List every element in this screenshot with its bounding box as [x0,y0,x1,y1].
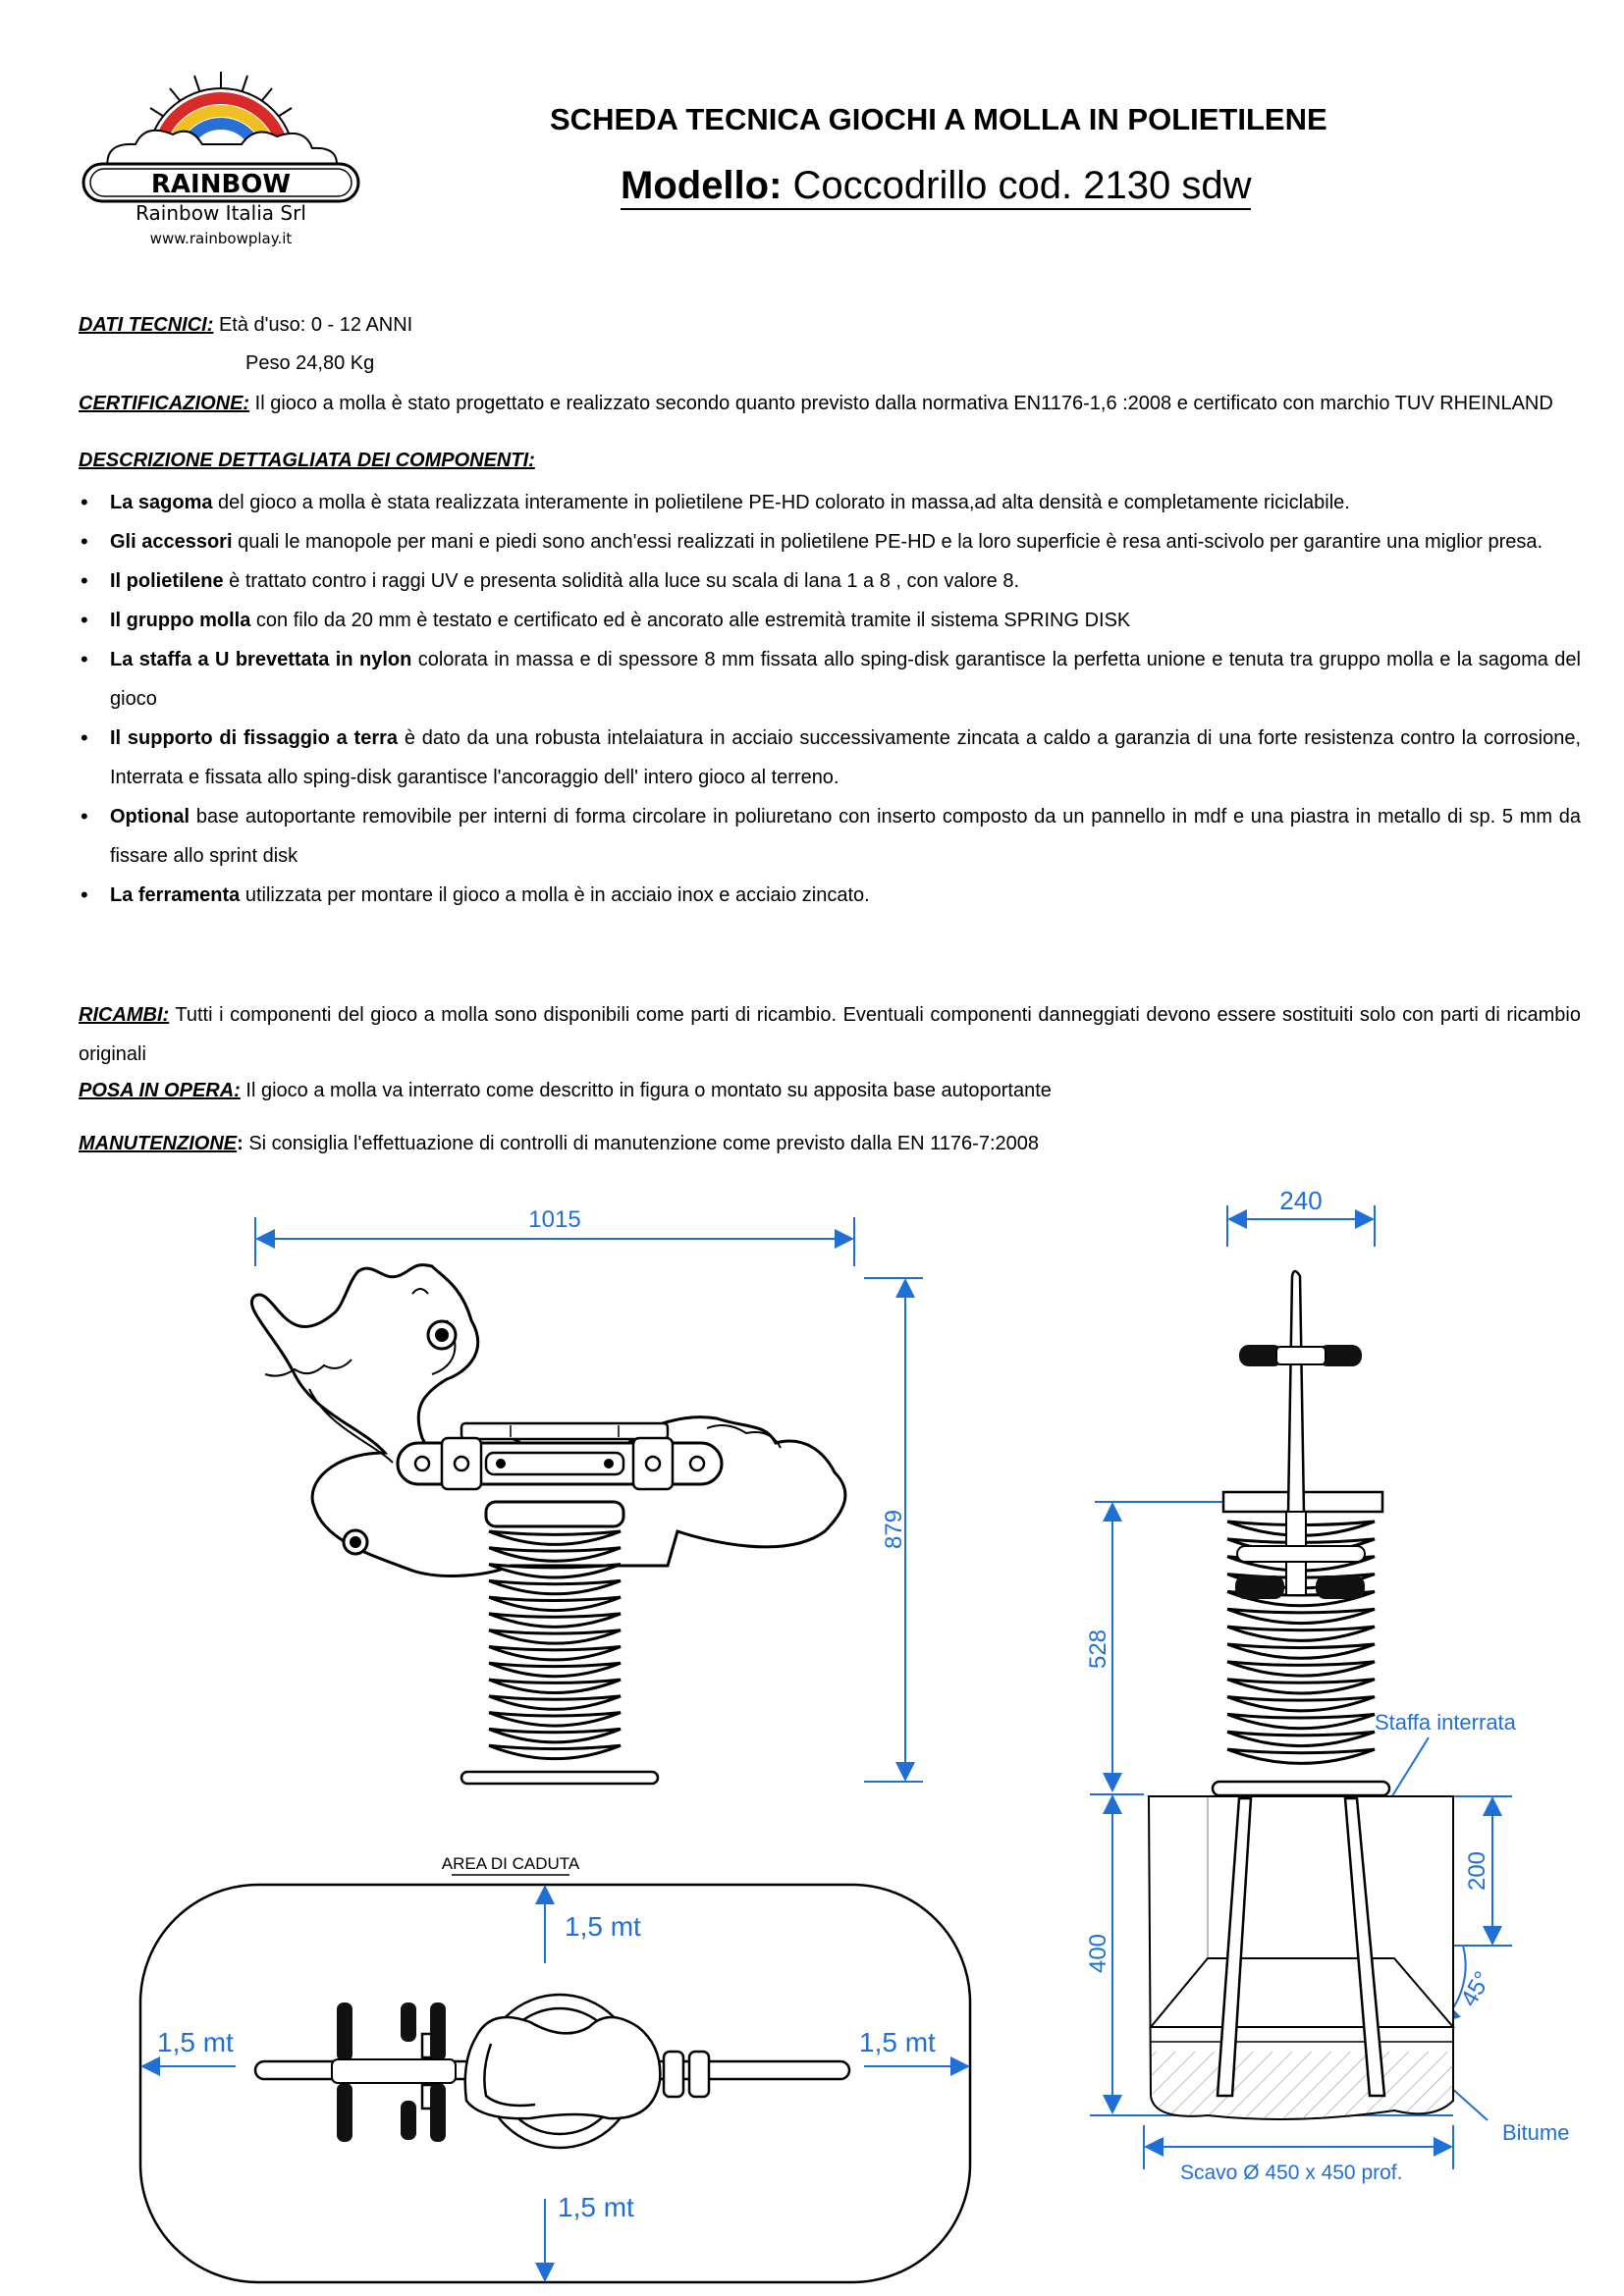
spring-coil [489,1680,621,1692]
list-item: • Gli accessori quali le manopole per mani e piedi sono anch'essi realizzati in polietilene PE-HD e la loro superficie è resa anti-scivolo per garantire una miglior presa. [79,522,1581,561]
spring-coil [1227,1662,1375,1676]
spring-coil [1227,1644,1375,1658]
posa-text: Il gioco a molla va interrato come descritto in figura o montato su apposita base autoportante [240,1080,1052,1101]
label-staffa: Staffa interrata [1375,1710,1516,1735]
spring-coil [489,1614,621,1627]
spring-coil [489,1663,621,1676]
dati-tecnici-label: DATI TECNICI: [79,314,214,336]
spring-coil [1227,1732,1375,1745]
spring-coil [489,1580,621,1593]
dati-tecnici [79,312,1571,338]
spring-coil [1227,1609,1375,1623]
model-value: Coccodrillo cod. 2130 sdw [792,164,1252,207]
manutenzione-label: MANUTENZIONE [79,1133,238,1154]
spring-coil [489,1745,621,1758]
list-item: • Il supporto di fissaggio a terra è dato da una robusta intelaiatura in acciaio successivamente zincata a caldo a garanzia di una forte resistenza contro la corrosione, Interrata e fissata allo sping-disk garantisce l'ancoraggio dell' intero gioco al terreno. [79,719,1581,797]
manutenzione-text: Si consiglia l'effettuazione di controlli di manutenzione come previsto dalla EN 1176-7:2008 [243,1133,1040,1154]
spring-coil [1227,1697,1375,1711]
label-bitume: Bitume [1502,2120,1570,2145]
certificazione-label: CERTIFICAZIONE: [79,393,250,414]
company-name: Rainbow Italia Srl [135,201,306,225]
side-view [1085,1186,1569,2184]
list-item: • La sagoma del gioco a molla è stata realizzata interamente in polietilene PE-HD colorato in massa,ad alta densità e completamente riciclabile. [79,483,1581,522]
company-website: www.rainbowplay.it [149,230,293,247]
model-label: Modello: [621,164,783,207]
list-item: • La ferramenta utilizzata per montare il gioco a molla è in acciaio inox e acciaio zincato. [79,876,1581,915]
eta-uso: Età d'uso: 0 - 12 ANNI [218,314,413,336]
spring-coil [1227,1714,1375,1728]
component-list [79,483,1581,915]
dim-height-above: 528 [1085,1629,1111,1670]
posa-label: POSA IN OPERA: [79,1080,241,1101]
label-area-right: 1,5 mt [859,2027,936,2057]
peso: Peso 24,80 Kg [245,352,375,374]
list-item: • Il gruppo molla con filo da 20 mm è testato e certificato ed è ancorato alle estremità tramite il sistema SPRING DISK [79,601,1581,640]
label-area-top: 1,5 mt [565,1911,641,1942]
spring-coil [489,1630,621,1643]
technical-drawing [0,1158,1624,2296]
dim-angle: 45° [1455,1966,1497,2011]
spring-coil [489,1729,621,1741]
front-view [251,1206,923,1784]
spring-coil [489,1597,621,1610]
dim-depth-upper: 200 [1464,1850,1490,1892]
ricambi-label: RICAMBI: [79,1004,170,1026]
spring-coil [1227,1680,1375,1693]
spring-coil [1227,1749,1375,1763]
manutenzione: MANUTENZIONE: Si consiglia l'effettuazione di controlli di manutenzione come previsto dalla EN 1176-7:2008 [79,1133,1040,1154]
label-area-bottom: 1,5 mt [558,2192,634,2222]
dim-width-front: 1015 [528,1206,581,1233]
logo-wordmark: RAINBOW [150,170,292,199]
certificazione [79,391,1581,416]
dim-width-side: 240 [1279,1186,1323,1215]
model-heading [621,163,1251,210]
descrizione-label: DESCRIZIONE DETTAGLIATA DEI COMPONENTI: [79,450,535,471]
label-area-caduta: AREA DI CADUTA [441,1854,580,1873]
posa-in-opera [79,1078,1581,1103]
fall-area-view [140,1854,970,2282]
spring-coil [1227,1627,1375,1640]
document-title: SCHEDA TECNICA GIOCHI A MOLLA IN POLIETILENE [550,102,1327,136]
list-item: • La staffa a U brevettata in nylon colorata in massa e di spessore 8 mm fissata allo sping-disk garantisce la perfetta unione e tenuta tra gruppo molla e la sagoma del gioco [79,640,1581,719]
list-item: • Il polietilene è trattato contro i raggi UV e presenta solidità alla luce su scala di lana 1 a 8 , con valore 8. [79,561,1581,601]
ricambi-text: Tutti i componenti del gioco a molla sono disponibili come parti di ricambio. Eventuali componenti danneggiati devono essere sostituiti solo con parti di ricambio originali [79,1004,1581,1065]
spring-coil [489,1647,621,1660]
certificazione-text: Il gioco a molla è stato progettato e realizzato secondo quanto previsto dalla normativa EN1176-1,6 :2008 e certificato con marchio TUV RHEINLAND [254,393,1553,414]
dim-depth-total: 400 [1085,1933,1111,1974]
dim-height-total: 879 [881,1509,907,1550]
label-area-left: 1,5 mt [157,2027,234,2057]
spring-coil [489,1713,621,1726]
spring-coil [489,1565,621,1577]
ricambi [79,995,1581,1074]
spring-coil [489,1696,621,1709]
label-scavo: Scavo Ø 450 x 450 prof. [1180,2162,1403,2184]
list-item: • Optional base autoportante removibile per interni di forma circolare in poliuretano con inserto composto da un pannello in mdf e una piastra in metallo di sp. 5 mm da fissare allo sprint disk [79,797,1581,876]
